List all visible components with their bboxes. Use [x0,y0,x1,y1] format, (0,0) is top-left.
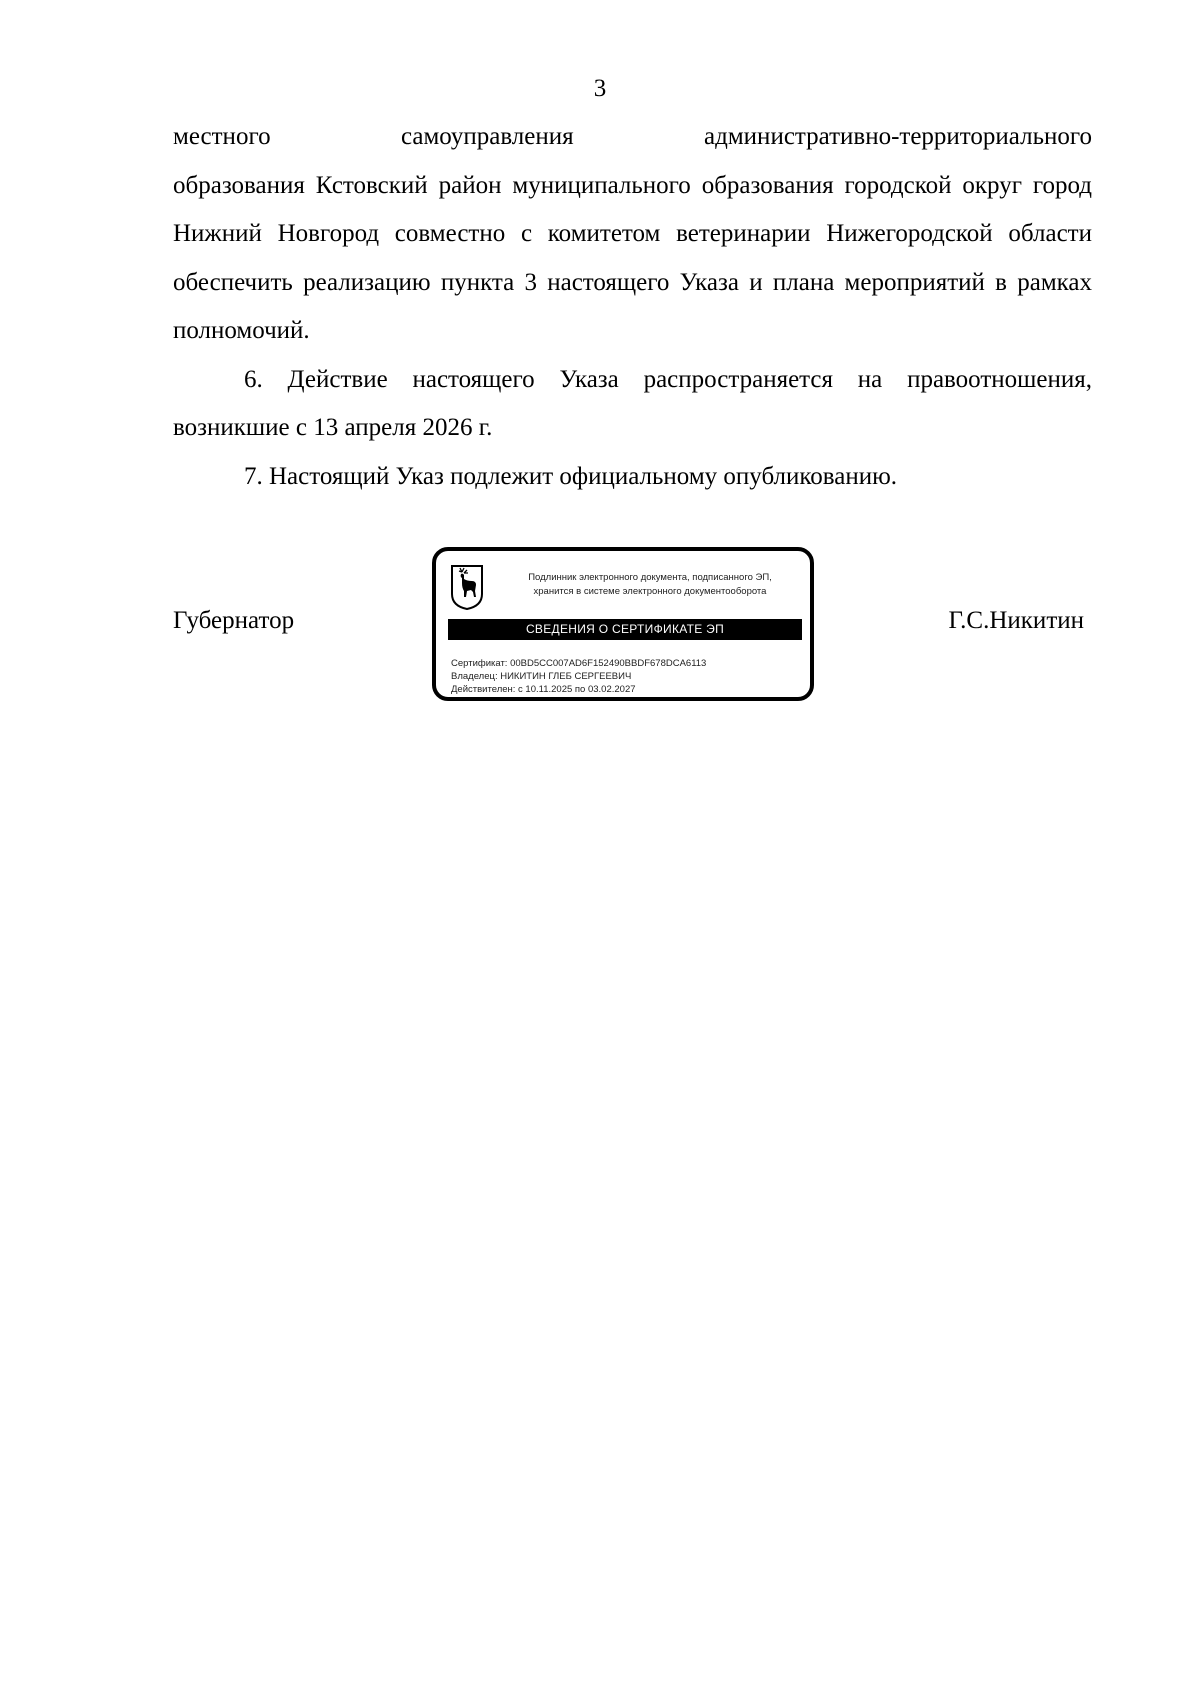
electronic-signature-stamp [432,547,814,701]
document-body [173,113,1092,501]
stamp-header-line: хранится в системе электронного документооборота [533,586,767,597]
paragraph-6: 6. Действие настоящего Указа распространяется на правоотношения, возникшие с 13 апреля 2026 г. [173,365,1092,441]
word: местного [173,123,271,150]
stamp-header [494,571,806,599]
coat-of-arms-icon [450,564,484,610]
certificate-details [451,657,706,696]
word: самоуправления [400,123,574,150]
certificate-serial: Сертификат: 00BD5CC007AD6F152490BBDF678DCA6113 [451,658,707,669]
signatory-title: Губернатор [173,607,295,634]
paragraph-7: 7. Настоящий Указ подлежит официальному опубликованию. [244,462,898,490]
paragraph-5-continuation: образования Кстовский район муниципального образования городской округ город Нижний Новгород совместно с комитетом ветеринарии Нижегородской области обеспечить реализацию пункта 3 настоящего Указа и плана мероприятий в рамках полномочий. [173,171,1092,344]
page-number: 3 [593,75,607,102]
certificate-info-bar: СВЕДЕНИЯ О СЕРТИФИКАТЕ ЭП [448,619,802,640]
certificate-owner: Владелец: НИКИТИН ГЛЕБ СЕРГЕЕВИЧ [451,671,632,682]
stamp-header-line: Подлинник электронного документа, подписанного ЭП, [528,572,772,583]
signatory-name: Г.С.Никитин [948,607,1084,634]
word: административно-территориального [704,123,1092,150]
paragraph-5-first-line [173,113,1092,162]
certificate-validity: Действителен: с 10.11.2025 по 03.02.2027 [451,684,636,695]
